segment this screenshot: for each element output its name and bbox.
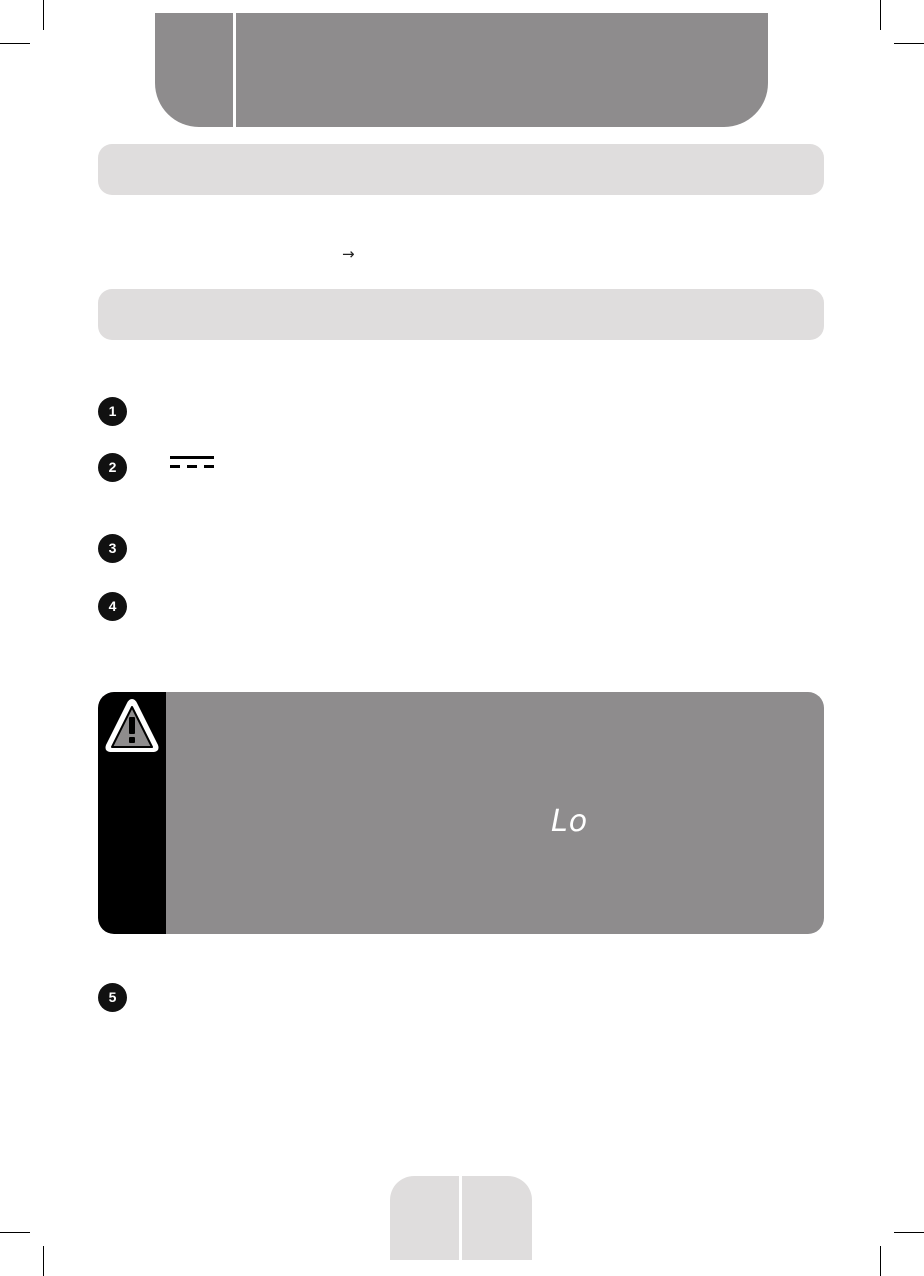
crop-mark-bl-h <box>0 1232 30 1233</box>
crop-mark-tr-v <box>880 0 881 30</box>
arrow-right-icon: → <box>342 245 355 263</box>
direct-current-icon <box>170 456 214 470</box>
crop-mark-tl-v <box>43 0 44 30</box>
step-badge-4: 4 <box>98 592 127 621</box>
crop-mark-br-v <box>880 1246 881 1276</box>
crop-mark-tl-h <box>0 43 30 44</box>
section-heading-bar-1 <box>98 144 824 195</box>
step-badge-2: 2 <box>98 453 127 482</box>
warning-triangle-icon <box>102 695 162 757</box>
crop-mark-bl-v <box>43 1246 44 1276</box>
section-heading-bar-2 <box>98 289 824 340</box>
crop-mark-br-h <box>894 1232 924 1233</box>
chapter-header-divider <box>233 13 236 127</box>
chapter-header-tab <box>155 13 768 127</box>
step-badge-3: 3 <box>98 534 127 563</box>
warning-box <box>98 692 824 934</box>
step-badge-5: 5 <box>98 983 127 1012</box>
crop-mark-tr-h <box>894 43 924 44</box>
page-number-tab-divider <box>459 1176 462 1260</box>
display-lo-text: Lo <box>551 804 589 839</box>
step-badge-1: 1 <box>98 397 127 426</box>
